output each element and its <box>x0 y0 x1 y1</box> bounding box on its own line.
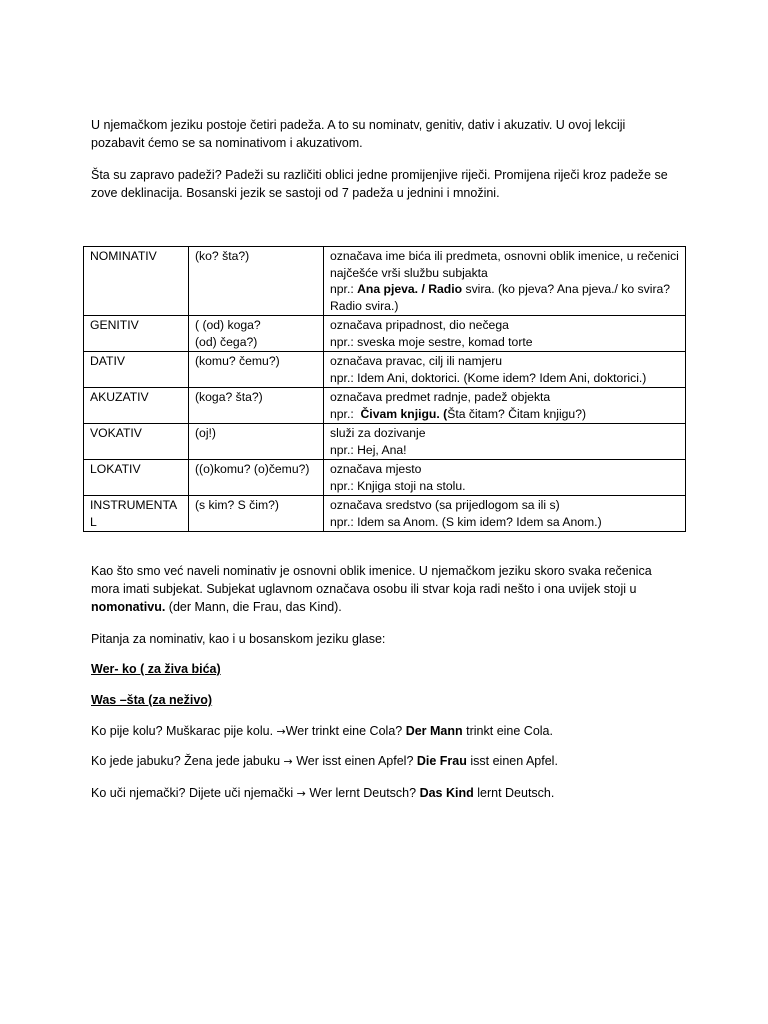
example-text: Knjiga stoji na stolu. <box>357 478 466 493</box>
body-paragraph-text: Kao što smo već naveli nominativ je osnovni oblik imenice. U njemačkom jeziku skoro svaka rečenica mora imati subjekat. Subjekat uglavnom označava osobu ili stvar koja radi nešto i ona uvijek stoji u <box>91 564 652 596</box>
table-row <box>84 352 686 388</box>
case-name-cell <box>84 388 189 424</box>
case-name-cell <box>84 247 189 316</box>
example-prefix: npr.: <box>330 514 358 529</box>
case-question-cell <box>189 247 324 316</box>
case-example <box>330 281 679 314</box>
case-description-cell <box>324 247 686 316</box>
body-paragraph-tail: (der Mann, die Frau, das Kind). <box>165 600 342 614</box>
table-row <box>84 388 686 424</box>
example-2 <box>91 752 681 771</box>
case-description: označava ime bića ili predmeta, osnovni oblik imenice, u rečenici najčešće vrši službu subjakta <box>330 249 679 280</box>
case-question: (koga? šta?) <box>195 390 263 404</box>
case-name: LOKATIV <box>90 462 141 476</box>
example-text: svira. (ko pjeva? Ana pjeva./ ko svira? Radio svira.) <box>330 282 671 313</box>
example-3-bosnian: Ko uči njemački? Dijete uči njemački <box>91 786 297 800</box>
case-name-cell <box>84 496 189 532</box>
case-question-cell <box>189 460 324 496</box>
example-2-bosnian: Ko jede jabuku? Žena jede jabuku <box>91 754 284 768</box>
example-3-subject: Das Kind <box>419 786 474 800</box>
example-1-bosnian: Ko pije kolu? Muškarac pije kolu. <box>91 724 277 738</box>
case-example <box>330 406 679 423</box>
case-description: označava predmet radnje, padež objekta <box>330 390 551 404</box>
case-question: ( (od) koga? <box>195 318 261 332</box>
case-description-cell <box>324 496 686 532</box>
case-example <box>330 370 679 387</box>
case-description: služi za dozivanje <box>330 426 426 440</box>
example-prefix: npr.: <box>330 334 358 349</box>
body-paragraph-bold: nomonativu. <box>91 600 166 614</box>
case-name: VOKATIV <box>90 426 142 440</box>
case-description-cell <box>324 352 686 388</box>
example-1-rest: trinkt eine Cola. <box>462 724 553 738</box>
example-2-german-question: Wer isst einen Apfel? <box>292 754 417 768</box>
table-row <box>84 424 686 460</box>
case-name: AKUZATIV <box>90 390 149 404</box>
intro-paragraph-1: U njemačkom jeziku postoje četiri padeža. A to su nominatv, genitiv, dativ i akuzativ. U ovoj lekciji pozabavit ćemo se sa nominativom i akuzativom. <box>91 118 626 150</box>
case-description-cell <box>324 460 686 496</box>
wer-heading: Wer- ko ( za živa bića) <box>91 662 221 676</box>
case-name-cell <box>84 424 189 460</box>
case-example <box>330 478 679 495</box>
example-bold: Ana pjeva. / Radio <box>357 282 463 296</box>
example-text: Šta čitam? Čitam knjigu?) <box>447 406 587 421</box>
case-question: (od) čega?) <box>195 334 258 349</box>
case-question: (s kim? S čim?) <box>195 498 279 512</box>
case-description-cell <box>324 388 686 424</box>
example-text: sveska moje sestre, komad torte <box>357 334 533 349</box>
case-description: označava pripadnost, dio nečega <box>330 318 509 332</box>
example-3-german-question: Wer lernt Deutsch? <box>305 786 420 800</box>
table-row <box>84 460 686 496</box>
case-description: označava sredstvo (sa prijedlogom sa ili s) <box>330 498 560 512</box>
case-question: (ko? šta?) <box>195 249 250 263</box>
example-2-rest: isst einen Apfel. <box>466 754 558 768</box>
case-question-cell <box>189 316 324 352</box>
example-3 <box>91 784 681 803</box>
example-prefix: npr.: <box>330 442 358 457</box>
case-example <box>330 334 679 351</box>
case-example <box>330 514 679 531</box>
case-name: INSTRUMENTAL <box>90 498 178 529</box>
case-description-cell <box>324 424 686 460</box>
case-name: GENITIV <box>90 318 139 332</box>
case-question-cell <box>189 388 324 424</box>
case-question-cell <box>189 496 324 532</box>
case-name-cell <box>84 460 189 496</box>
example-prefix: npr.: <box>330 406 361 421</box>
case-question: (komu? čemu?) <box>195 354 280 368</box>
case-name-cell <box>84 352 189 388</box>
example-text: Idem sa Anom. (S kim idem? Idem sa Anom.) <box>357 514 602 529</box>
case-question-cell <box>189 352 324 388</box>
example-2-subject: Die Frau <box>416 754 467 768</box>
arrow-icon: → <box>296 787 306 800</box>
cases-table <box>83 246 686 532</box>
was-heading: Was –šta (za neživo) <box>91 693 213 707</box>
case-description-cell <box>324 316 686 352</box>
case-name: NOMINATIV <box>90 249 157 263</box>
case-example <box>330 442 679 459</box>
example-1 <box>91 722 681 741</box>
table-row <box>84 247 686 316</box>
example-prefix: npr.: <box>330 478 358 493</box>
example-bold: Čivam knjigu. ( <box>360 406 448 421</box>
example-text: Hej, Ana! <box>357 442 407 457</box>
case-description: označava pravac, cilj ili namjeru <box>330 354 503 368</box>
questions-intro: Pitanja za nominativ, kao i u bosanskom jeziku glase: <box>91 632 386 646</box>
case-question: (oj!) <box>195 426 216 440</box>
arrow-icon: → <box>276 725 286 738</box>
example-1-german-question: Wer trinkt eine Cola? <box>285 724 406 738</box>
case-question: ((o)komu? (o)čemu?) <box>195 462 310 476</box>
intro-paragraph-2: Šta su zapravo padeži? Padeži su različiti oblici jedne promijenjive riječi. Promijena riječi kroz padeže se zove deklinacija. Bosanski jezik se sastoji od 7 padeža u jednini i množini. <box>91 168 668 200</box>
example-prefix: npr.: <box>330 282 358 296</box>
example-3-rest: lernt Deutsch. <box>473 786 555 800</box>
case-question-cell <box>189 424 324 460</box>
table-row <box>84 316 686 352</box>
example-prefix: npr.: <box>330 370 358 385</box>
arrow-icon: → <box>283 755 293 768</box>
body-paragraph-nominativ <box>91 562 681 616</box>
example-1-subject: Der Mann <box>405 724 463 738</box>
table-row <box>84 496 686 532</box>
case-name: DATIV <box>90 354 125 368</box>
case-description: označava mjesto <box>330 462 422 476</box>
example-text: Idem Ani, doktorici. (Kome idem? Idem Ani, doktorici.) <box>357 370 647 385</box>
case-name-cell <box>84 316 189 352</box>
